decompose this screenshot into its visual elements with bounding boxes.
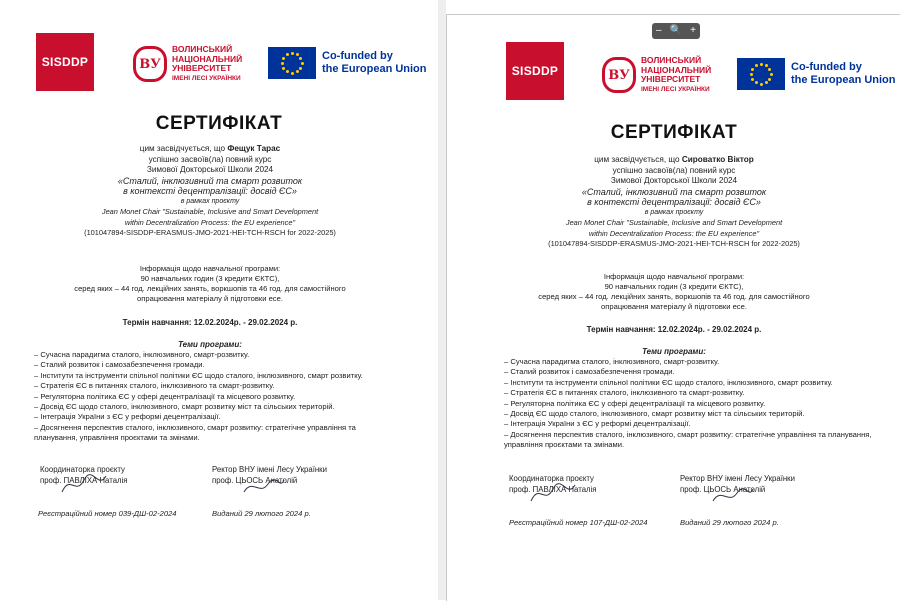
info-line: серед яких – 44 год. лекційних занять, воркшопів та 46 год. для самостійного — [538, 292, 810, 301]
certificate-body — [0, 144, 420, 239]
rector-title: Ректор ВНУ імені Лесу Українки — [680, 474, 795, 483]
issue-date: Виданий 29 лютого 2024 р. — [212, 509, 311, 518]
info-line: Інформація щодо навчальної програми: — [139, 264, 281, 273]
certificate-title: СЕРТИФІКАТ — [610, 122, 738, 143]
eu-star-icon — [750, 73, 753, 76]
topic-item: – Стратегія ЄС в питаннях сталого, інклюзивного та смарт-розвитку. — [504, 388, 745, 398]
info-line: 90 навчальних годин (3 кредити ЄКТС), — [604, 282, 744, 291]
program-info — [0, 264, 420, 304]
topic-item: – Інститути та інструменти спільної політики ЄС щодо сталого, інклюзивного, смарт розвитку. — [504, 377, 833, 387]
eu-cofunded-line: Co-funded by — [322, 50, 393, 62]
topic-line: «Сталий, інклюзивний та смарт розвиток — [581, 186, 767, 197]
info-line: Інформація щодо навчальної програми: — [603, 272, 745, 281]
topic-item: – Інтеграція України з ЄС у реформі децентралізації. — [34, 412, 221, 422]
university-emblem-icon: ВУ — [602, 57, 636, 93]
program-info — [447, 272, 900, 312]
study-term: Термін навчання: 12.02.2024р. - 29.02.2024 р. — [122, 318, 298, 327]
info-line: опрацювання матеріалу й підготовки есе. — [137, 294, 283, 303]
eu-star-icon — [755, 64, 758, 67]
vnu-logo — [133, 45, 242, 83]
topic-item: – Досягнення перспектив сталого, інклюзивного, смарт розвитку: стратегічне управління та планування, управління проєктами та змінами. — [34, 422, 356, 443]
eu-star-icon — [291, 52, 294, 55]
eu-flag-icon — [268, 47, 316, 79]
project-line: within Decentralization Process: the EU experience" — [588, 228, 760, 238]
eu-star-icon — [765, 81, 768, 84]
topic-line: в контексті децентралізації: досвід ЄС» — [123, 186, 297, 196]
eu-star-icon — [291, 72, 294, 75]
recipient-name: Сироватко Віктор — [681, 155, 754, 164]
project-line: Jean Monet Chair "Sustainable, Inclusive and Smart Development — [101, 207, 319, 216]
rector-name: проф. ЦЬОСЬ Анатолій — [680, 484, 766, 494]
zoom-icon[interactable]: 🔍 — [669, 25, 683, 36]
university-emblem-icon: ВУ — [133, 46, 167, 82]
topics-list — [504, 357, 874, 451]
certificate-body — [447, 155, 900, 250]
coordinator-title: Координаторка проєкту — [509, 474, 594, 483]
eu-flag-icon — [737, 58, 785, 90]
vnu-name-line: УНІВЕРСИТЕТ — [641, 74, 701, 84]
eu-logo — [268, 47, 427, 79]
sisddp-logo: SISDDP — [506, 42, 564, 100]
vnu-name-line: ВОЛИНСЬКИЙ — [641, 55, 702, 65]
project-line: within Decentralization Process: the EU experience" — [124, 217, 296, 227]
rector-signature — [240, 474, 288, 500]
info-line: серед яких – 44 год. лекційних занять, воркшопів та 46 год. для самостійного — [74, 284, 346, 293]
coordinator-signature — [529, 481, 577, 507]
rector-signature — [709, 483, 757, 509]
sisddp-logo: SISDDP — [36, 33, 94, 91]
vnu-name-line: ІМЕНІ ЛЕСІ УКРАЇНКИ — [172, 74, 241, 82]
zoom-out-button[interactable]: – — [656, 25, 662, 36]
topic-item: – Досвід ЄС щодо сталого, інклюзивного, смарт розвитку міст та сільських територій. — [34, 402, 335, 412]
topics-list — [34, 350, 394, 444]
eu-star-icon — [760, 63, 763, 66]
vnu-name-line: НАЦІОНАЛЬНИЙ — [172, 53, 243, 64]
vnu-name-line: НАЦІОНАЛЬНИЙ — [641, 64, 712, 75]
project-code: (101047894-SISDDP-ERASMUS-JMO-2021-HEI-TCH-RSCH for 2022-2025) — [84, 228, 336, 237]
rector-title: Ректор ВНУ імені Лесу Українки — [212, 465, 327, 474]
topic-item: – Сучасна парадигма сталого, інклюзивного, смарт-розвитку. — [34, 350, 250, 359]
topic-item: – Інститути та інструменти спільної політики ЄС щодо сталого, інклюзивного, смарт розвитку. — [34, 370, 363, 380]
certify-prefix: цим засвідчується, що — [139, 144, 226, 153]
topic-item: – Інтеграція України з ЄС у реформі децентралізації. — [504, 419, 691, 429]
eu-star-icon — [299, 57, 302, 60]
topic-item: – Досягнення перспектив сталого, інклюзивного, смарт розвитку: стратегічне управління та планування, управління проєктами та змінами. — [504, 429, 872, 450]
vnu-name-line: УНІВЕРСИТЕТ — [172, 63, 232, 73]
eu-star-icon — [296, 70, 299, 73]
school-line: Зимової Докторської Школи 2024 — [146, 165, 274, 174]
topic-item: – Стратегія ЄС в питаннях сталого, інклюзивного та смарт-розвитку. — [34, 381, 275, 391]
vnu-name-line: ВОЛИНСЬКИЙ — [172, 44, 233, 54]
info-line: 90 навчальних годин (3 кредити ЄКТС), — [140, 274, 280, 283]
course-line: успішно засвоїв(ла) повний курс — [148, 154, 272, 164]
coordinator-title: Координаторка проєкту — [40, 465, 125, 474]
eu-logo — [737, 58, 896, 90]
rector-name: проф. ЦЬОСЬ Анатолій — [212, 475, 298, 485]
eu-star-icon — [751, 78, 754, 81]
topic-item: – Сталий розвиток і самозабезпечення громади. — [34, 360, 205, 370]
eu-star-icon — [770, 73, 773, 76]
info-line: опрацювання матеріалу й підготовки есе. — [601, 302, 747, 311]
zoom-in-button[interactable]: + — [690, 25, 696, 36]
viewer-divider — [438, 0, 446, 600]
eu-star-icon — [768, 78, 771, 81]
eu-star-icon — [282, 57, 285, 60]
registration-number: Реєстраційний номер 039-ДШ-02-2024 — [38, 509, 177, 518]
certificate-right — [446, 14, 900, 601]
eu-star-icon — [296, 53, 299, 56]
certify-prefix: цим засвідчується, що — [594, 155, 680, 164]
eu-star-icon — [751, 68, 754, 71]
issue-date: Виданий 29 лютого 2024 р. — [680, 518, 779, 527]
topic-item: – Досвід ЄС щодо сталого, інклюзивного, смарт розвитку міст та сільських територій. — [504, 409, 805, 419]
certificate-left — [0, 0, 438, 600]
eu-cofunded-line: the European Union — [791, 74, 896, 86]
topic-line: «Сталий, інклюзивний та смарт розвиток — [117, 175, 303, 186]
topic-line: в контексті децентралізації: досвід ЄС» — [587, 197, 761, 207]
coordinator-name: проф. ПАВЛІХА Наталія — [40, 475, 128, 485]
recipient-name: Фещук Тарас — [227, 144, 281, 153]
topic-item: – Регуляторна політика ЄС у сфері децентралізації та місцевого розвитку. — [34, 391, 296, 401]
topics-heading: Теми програми: — [642, 347, 706, 356]
topic-item: – Регуляторна політика ЄС у сфері децентралізації та місцевого розвитку. — [504, 398, 766, 408]
eu-star-icon — [765, 64, 768, 67]
topics-heading: Теми програми: — [178, 340, 242, 349]
eu-star-icon — [286, 53, 289, 56]
eu-star-icon — [755, 81, 758, 84]
project-line: Jean Monet Chair "Sustainable, Inclusive and Smart Development — [565, 218, 783, 227]
eu-star-icon — [286, 70, 289, 73]
topic-item: – Сучасна парадигма сталого, інклюзивного, смарт-розвитку. — [504, 357, 720, 366]
coordinator-signature — [60, 472, 108, 498]
eu-star-icon — [281, 62, 284, 65]
eu-star-icon — [301, 62, 304, 65]
vnu-logo — [602, 56, 711, 94]
eu-star-icon — [768, 68, 771, 71]
topic-item: – Сталий розвиток і самозабезпечення громади. — [504, 367, 675, 377]
project-code: (101047894-SISDDP-ERASMUS-JMO-2021-HEI-TCH-RSCH for 2022-2025) — [548, 239, 800, 248]
project-intro: в рамках проєкту — [180, 197, 240, 205]
study-term: Термін навчання: 12.02.2024р. - 29.02.2024 р. — [586, 325, 762, 334]
school-line: Зимової Докторської Школи 2024 — [610, 176, 738, 185]
eu-cofunded-line: the European Union — [322, 63, 427, 75]
eu-star-icon — [282, 67, 285, 70]
eu-star-icon — [760, 83, 763, 86]
coordinator-name: проф. ПАВЛІХА Наталія — [509, 484, 597, 494]
zoom-toolbar — [652, 23, 700, 39]
registration-number: Реєстраційний номер 107-ДШ-02-2024 — [509, 518, 648, 527]
eu-star-icon — [299, 67, 302, 70]
project-intro: в рамках проєкту — [644, 208, 704, 216]
certificate-title: СЕРТИФІКАТ — [155, 113, 283, 134]
eu-cofunded-line: Co-funded by — [791, 61, 862, 73]
course-line: успішно засвоїв(ла) повний курс — [612, 165, 736, 175]
vnu-name-line: ІМЕНІ ЛЕСІ УКРАЇНКИ — [641, 85, 710, 93]
